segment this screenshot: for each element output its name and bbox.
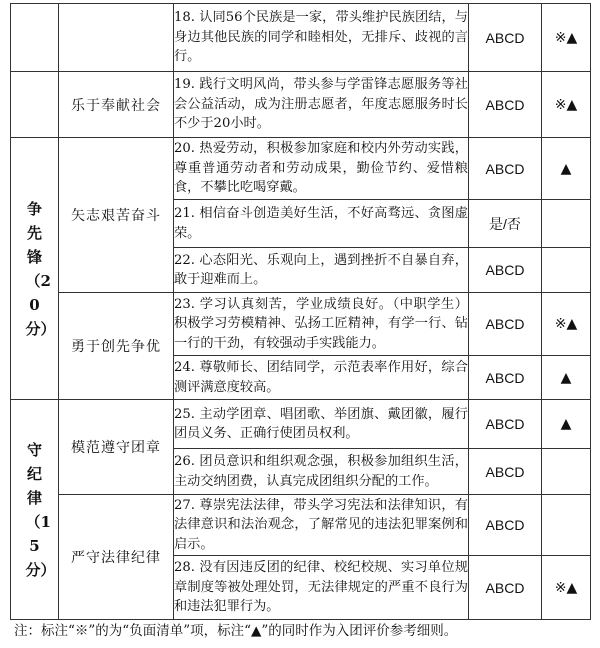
table-row — [11, 495, 591, 556]
option-cell: ABCD — [469, 138, 542, 200]
option-cell: ABCD — [469, 356, 542, 400]
table-row — [11, 138, 591, 200]
option-cell: ABCD — [469, 556, 542, 620]
option-cell: ABCD — [469, 400, 542, 449]
mark-cell — [542, 200, 591, 248]
item-text: 25. 主动学团章、唱团歌、举团旗、戴团徽，履行团员义务、正确行使团员权利。 — [174, 400, 469, 449]
item-text: 18. 认同56个民族是一家，带头维护民族团结，与身边其他民族的同学和睦相处，无排斥、歧视的言行。 — [174, 4, 469, 72]
table-row — [11, 293, 591, 356]
mark-cell: ▲ — [542, 356, 591, 400]
footnote: 注：标注“※”的为“负面清单”项，标注“▲”的同时作为入团评价参考细则。 — [14, 623, 458, 639]
mark-cell — [542, 449, 591, 495]
option-cell: ABCD — [469, 72, 542, 138]
mark-cell: ▲ — [542, 138, 591, 200]
mark-cell — [542, 495, 591, 556]
item-text: 26. 团员意识和组织观念强，积极参加组织生活，主动交纳团费，认真完成团组织分配的工作。 — [174, 449, 469, 495]
category-cell-empty — [11, 72, 59, 138]
table-row — [11, 72, 591, 138]
mark-cell: ※▲ — [542, 556, 591, 620]
option-cell: 是/否 — [469, 200, 542, 248]
option-cell: ABCD — [469, 293, 542, 356]
mark-cell — [542, 248, 591, 293]
mark-cell: ※▲ — [542, 72, 591, 138]
item-text: 21. 相信奋斗创造美好生活，不好高骛远、贪图虚荣。 — [174, 200, 469, 248]
item-text: 20. 热爱劳动，积极参加家庭和校内外劳动实践，尊重普通劳动者和劳动成果，勤俭节约、爱惜粮食，不攀比吃喝穿戴。 — [174, 138, 469, 200]
subcategory-cell-empty — [59, 4, 174, 72]
subcategory-model: 模范遵守团章 — [59, 400, 174, 495]
subcategory-hardwork: 矢志艰苦奋斗 — [59, 138, 174, 293]
item-text: 19. 践行文明风尚，带头参与学雷锋志愿服务等社会公益活动，成为注册志愿者，年度志愿服务时长不少于20小时。 — [174, 72, 469, 138]
category-vanguard — [11, 138, 59, 400]
subcategory-dedication: 乐于奉献社会 — [59, 72, 174, 138]
option-cell: ABCD — [469, 4, 542, 72]
table-row — [11, 4, 591, 72]
mark-cell: ※▲ — [542, 293, 591, 356]
item-text: 23. 学习认真刻苦，学业成绩良好。（中职学生）积极学习劳模精神、弘扬工匠精神，有学一行、钻一行的干劲，有较强动手实践能力。 — [174, 293, 469, 356]
option-cell: ABCD — [469, 449, 542, 495]
category-cell-empty — [11, 4, 59, 72]
table-row — [11, 400, 591, 449]
mark-cell: ※▲ — [542, 4, 591, 72]
category-discipline — [11, 400, 59, 620]
mark-cell: ▲ — [542, 400, 591, 449]
item-text: 28. 没有因违反团的纪律、校纪校规、实习单位规章制度等被处理处罚，无法律规定的严重不良行为和违法犯罪行为。 — [174, 556, 469, 620]
category-vanguard-label: 争先锋（20分） — [25, 199, 56, 338]
evaluation-table — [10, 3, 591, 620]
option-cell: ABCD — [469, 248, 542, 293]
category-discipline-label: 守纪律（15分） — [25, 440, 56, 579]
option-cell: ABCD — [469, 495, 542, 556]
item-text: 27. 尊崇宪法法律，带头学习宪法和法律知识，有法律意识和法治观念，了解常见的违法犯罪案例和启示。 — [174, 495, 469, 556]
item-text: 24. 尊敬师长、团结同学，示范表率作用好，综合测评满意度较高。 — [174, 356, 469, 400]
item-text: 22. 心态阳光、乐观向上，遇到挫折不自暴自弃，敢于迎难而上。 — [174, 248, 469, 293]
subcategory-excellence: 勇于创先争优 — [59, 293, 174, 400]
subcategory-law: 严守法律纪律 — [59, 495, 174, 620]
